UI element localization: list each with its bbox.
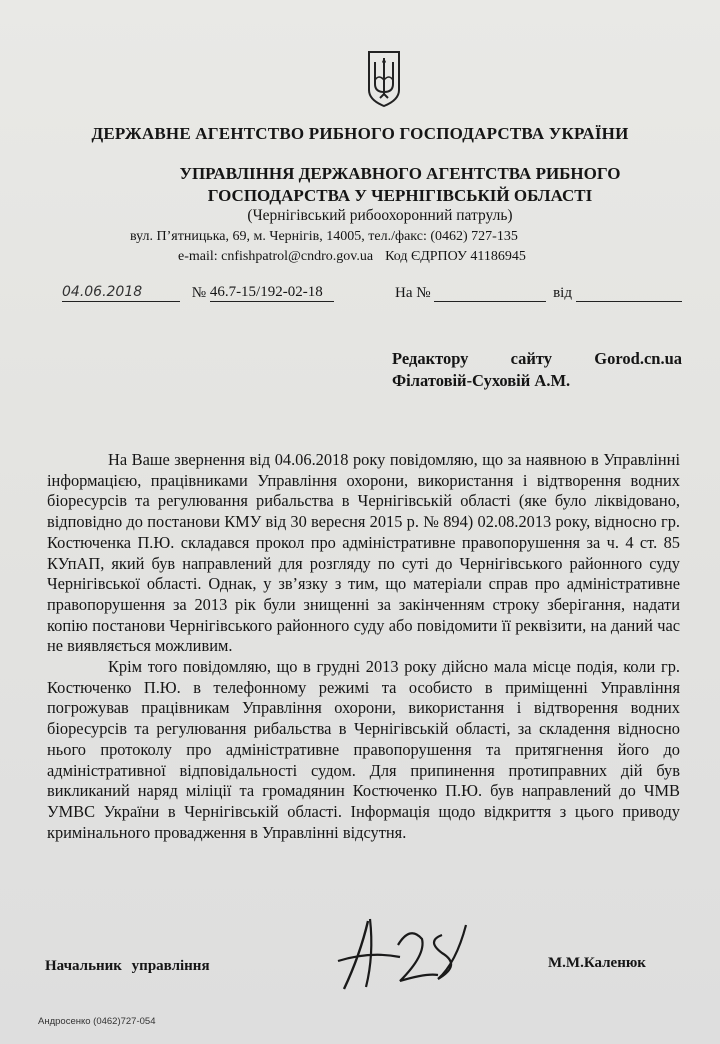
edrpou-code: Код ЄДРПОУ 41186945 (385, 249, 526, 264)
outgoing-date: 04.06.2018 (62, 284, 143, 300)
outgoing-date-field (62, 284, 180, 302)
outgoing-registration (62, 284, 334, 302)
signatory-title: Начальник управління (45, 958, 210, 974)
department-line-1: УПРАВЛІННЯ ДЕРЖАВНОГО АГЕНТСТВА РИБНОГО (179, 164, 621, 183)
executor-contact: Андросенко (0462)727-054 (38, 1016, 156, 1027)
number-sign: № (191, 285, 207, 301)
addressee-role-site: сайту (510, 349, 553, 368)
outgoing-number-field (210, 284, 334, 302)
reply-date-label: від (553, 285, 572, 301)
reply-date-field (576, 284, 682, 302)
addressee-role: Редактору (392, 349, 469, 368)
postal-address: вул. П’ятницька, 69, м. Чернігів, 14005, тел./факс: (0462) 727-135 (130, 229, 518, 244)
body-paragraph-1: На Ваше звернення від 04.06.2018 року повідомляю, що за наявною в Управлінні інформацією, працівниками Управління охорони, використання і відтворення водних біоресурсів та регулювання рибальства в Чернігівській області (яке було ліквідовано, відповідно до постанови КМУ від 30 вересня 2015 р. № 894) 02.08.2013 року, відносно гр. Костюченка П.Ю. складався прокол про адміністративне правопорушення за ч. 4 ст. 85 КУпАП, який був направлений для розгляду по суті до Чернігівського районного суду Чернігівської області. Однак, у зв’язку з тим, що матеріали справ про адміністративне правопорушення за 2013 рік були знищенні за закінченням строку зберігання, надати копію постанови Чернігівського районного суду або повідомити її реквізити, на даний час не виявляється можливим. (47, 450, 680, 656)
outgoing-number: 46.7-15/192-02-18 (209, 284, 323, 300)
reply-reference (395, 284, 682, 302)
email-text: e-mail: cnfishpatrol@cndro.gov.ua (178, 249, 374, 264)
trident-coat-of-arms-icon (366, 50, 402, 108)
addressee-site-name: Gorod.cn.ua (594, 349, 682, 368)
agency-title: ДЕРЖАВНЕ АГЕНТСТВО РИБНОГО ГОСПОДАРСТВА УКРАЇНИ (91, 124, 629, 143)
signatory-name: М.М.Каленюк (548, 955, 646, 971)
reply-number-label: На № (395, 285, 431, 301)
department-line-2: ГОСПОДАРСТВА У ЧЕРНІГІВСЬКІЙ ОБЛАСТІ (207, 186, 593, 205)
patrol-subtitle: (Чернігівський рибоохоронний патруль) (247, 207, 513, 224)
department-title (150, 163, 650, 207)
addressee-name: Філатовій-Суховій А.М. (392, 371, 571, 390)
addressee-block (392, 348, 682, 392)
letter-body (47, 450, 680, 843)
handwritten-signature (330, 915, 480, 995)
addressee-line-1 (392, 348, 682, 370)
body-paragraph-2: Крім того повідомляю, що в грудні 2013 року дійсно мала місце подія, коли гр. Костюченко П.Ю. в телефонному режимі та особисто в приміщенні Управління погрожував працівникам Управління охорони, використання і відтворення водних біоресурсів та регулювання рибальства в Чернігівській області, за складення відносно нього протоколу про адміністративне правопорушення та притягнення його до адміністративної відповідальності судом. Для припинення протиправних дій був викликаний наряд міліції та громадянин Костюченко П.Ю. був направлений до ЧМВ УМВС України в Чернігівській області. Інформація щодо відкриття з цього приводу кримінального провадження в Управлінні відсутня. (47, 657, 680, 842)
reply-number-field (434, 284, 546, 302)
contact-line (178, 249, 526, 265)
